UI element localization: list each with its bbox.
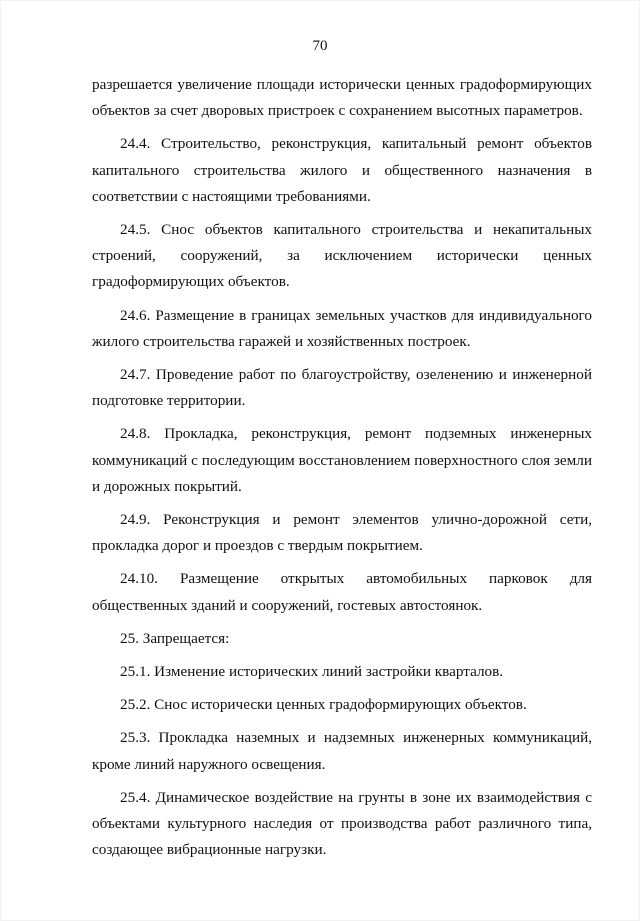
paragraph-24-8: 24.8. Прокладка, реконструкция, ремонт подземных инженерных коммуникаций с последующим восстановлением поверхностного слоя земли и дорожных покрытий. — [92, 425, 592, 495]
paragraph-25-4: 25.4. Динамическое воздействие на грунты в зоне их взаимодействия с объектами культурного наследия от производства работ различного типа, создающее вибрационные нагрузки. — [92, 788, 592, 859]
paragraph-24-4: 24.4. Строительство, реконструкция, капитальный ремонт объектов капитального строительства жилого и общественного назначения в соответствии с настоящими требованиями. — [92, 135, 592, 205]
paragraph-24-5: 24.5. Снос объектов капитального строительства и некапитальных строений, сооружений, за исключением исторически ценных градоформирующих объектов. — [92, 221, 592, 291]
paragraph-continuation: разрешается увеличение площади исторически ценных градоформирующих объектов за счет дворовых пристроек с сохранением высотных параметров. — [92, 76, 592, 120]
paragraph-24-9: 24.9. Реконструкция и ремонт элементов улично-дорожной сети, прокладка дорог и проездов с твердым покрытием. — [92, 511, 592, 555]
paragraph-24-6: 24.6. Размещение в границах земельных участков для индивидуального жилого строительства гаражей и хозяйственных построек. — [92, 306, 592, 350]
paragraph-24-7: 24.7. Проведение работ по благоустройству, озеленению и инженерной подготовке территории. — [92, 366, 592, 410]
paragraph-25-2: 25.2. Снос исторически ценных градоформирующих объектов. — [120, 696, 527, 714]
document-body — [92, 72, 592, 870]
paragraph-25-3: 25.3. Прокладка наземных и надземных инженерных коммуникаций, кроме линий наружного освещения. — [92, 729, 592, 773]
paragraph-25-1: 25.1. Изменение исторических линий застройки кварталов. — [120, 663, 504, 681]
paragraph-24-10: 24.10. Размещение открытых автомобильных парковок для общественных зданий и сооружений, гостевых автостоянок. — [92, 570, 592, 614]
paragraph-25: 25. Запрещается: — [120, 629, 230, 647]
page-number: 70 — [312, 38, 328, 54]
